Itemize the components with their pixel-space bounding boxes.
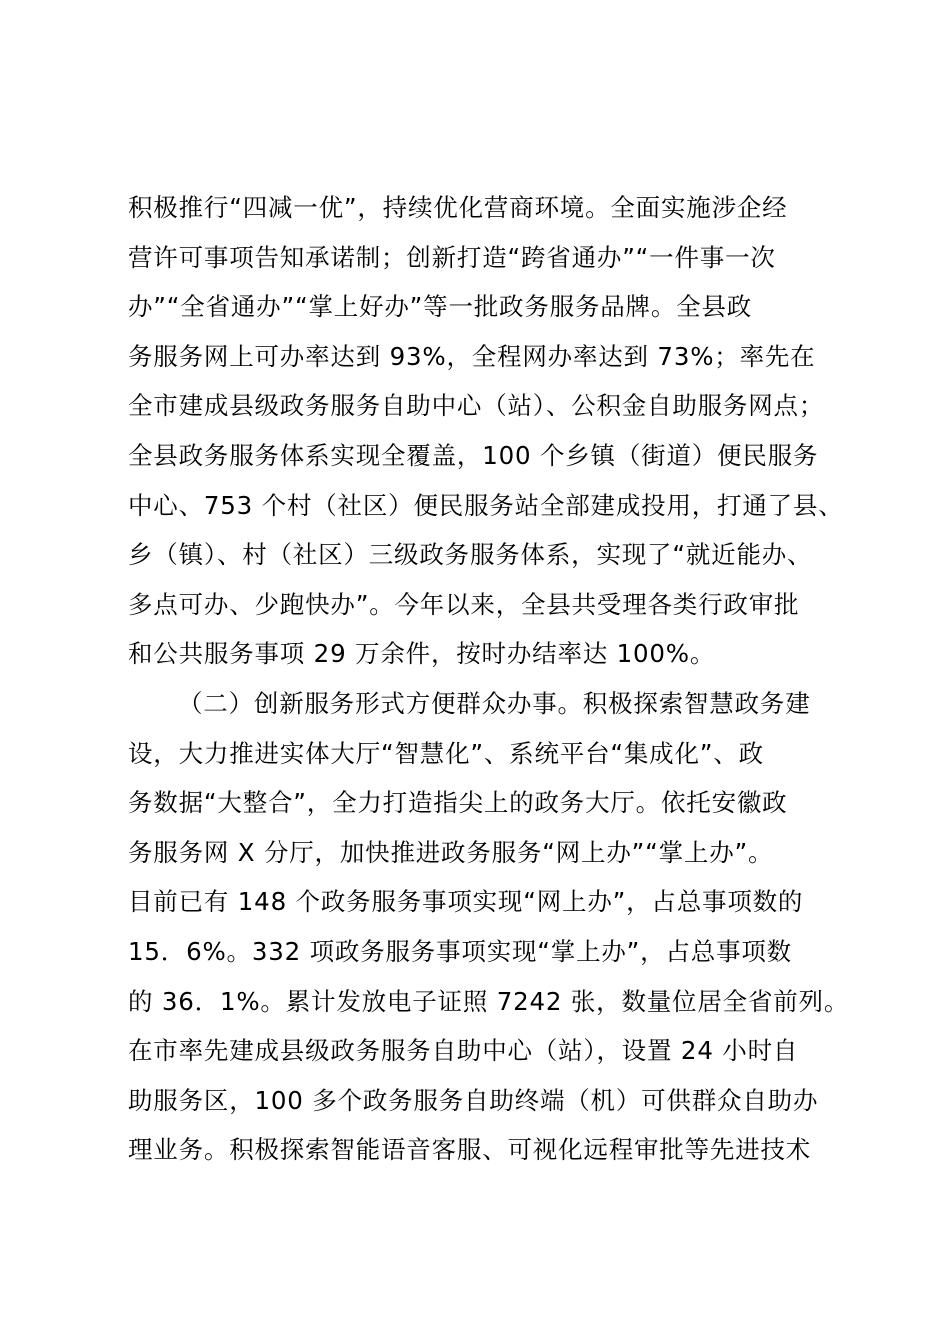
body-text — [128, 183, 868, 1175]
text-line: 目前已有 148 个政务服务事项实现“网上办”，占总事项数的 — [128, 887, 804, 917]
text-line: 设，大力推进实体大厅“智慧化”、系统平台“集成化”、政 — [128, 738, 764, 768]
text-line: 务数据“大整合”，全力打造指尖上的政务大厅。依托安徽政 — [128, 788, 788, 818]
text-line: 理业务。积极探索智能语音客服、可视化远程审批等先进技术 — [128, 1135, 812, 1165]
text-line: 务服务网 X 分厅，加快推进政务服务“网上办”“掌上办”。 — [128, 837, 774, 867]
text-line: 和公共服务事项 29 万余件，按时办结率达 100%。 — [128, 639, 716, 669]
text-line: 多点可办、少跑快办”。今年以来，全县共受理各类行政审批 — [128, 589, 800, 619]
section-heading-line: （二）创新服务形式方便群众办事。积极探索智慧政务建 — [178, 688, 811, 718]
text-line: 助服务区，100 多个政务服务自助终端（机）可供群众自助办 — [128, 1085, 819, 1115]
text-line: 积极推行“四减一优”，持续优化营商环境。全面实施涉企经 — [128, 193, 788, 222]
text-line: 乡（镇）、村（社区）三级政务服务体系，实现了“就近能办、 — [128, 540, 813, 570]
text-line: 全市建成县级政务服务自助中心（站）、公积金自助服务网点； — [128, 391, 825, 421]
text-line: 的 36．1%。累计发放电子证照 7242 张，数量位居全省前列。 — [128, 986, 850, 1016]
text-line: 中心、753 个村（社区）便民服务站全部建成投用，打通了县、 — [128, 490, 844, 520]
text-line: 在市率先建成县级政务服务自助中心（站），设置 24 小时自 — [128, 1036, 799, 1066]
text-line: 全县政务服务体系实现全覆盖，100 个乡镇（街道）便民服务 — [128, 440, 819, 470]
text-line: 务服务网上可办率达到 93%，全程网办率达到 73%；率先在 — [128, 341, 816, 371]
text-line: 办”“全省通办”“掌上好办”等一批政务服务品牌。全县政 — [128, 292, 753, 322]
text-line: 营许可事项告知承诺制；创新打造“跨省通办”“一件事一次 — [128, 242, 776, 272]
text-line: 15．6%。332 项政务服务事项实现“掌上办”，占总事项数 — [128, 936, 792, 966]
